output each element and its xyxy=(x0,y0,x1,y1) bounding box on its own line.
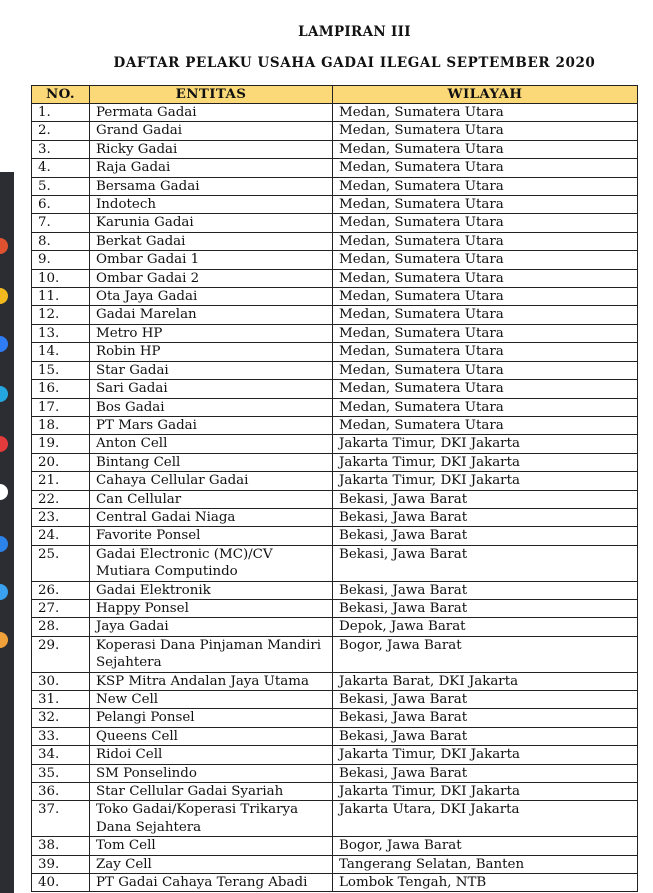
table-row xyxy=(32,453,638,471)
app-icon[interactable] xyxy=(0,386,8,402)
row-number: 18. xyxy=(32,416,90,434)
region: Bekasi, Jawa Barat xyxy=(333,691,638,709)
region: Bekasi, Jawa Barat xyxy=(333,527,638,545)
table-row xyxy=(32,527,638,545)
region: Tangerang Selatan, Banten xyxy=(333,855,638,873)
row-number: 12. xyxy=(32,306,90,324)
region: Jakarta Timur, DKI Jakarta xyxy=(333,746,638,764)
table-row xyxy=(32,508,638,526)
entity-name: KSP Mitra Andalan Jaya Utama xyxy=(90,672,333,690)
table-row xyxy=(32,727,638,745)
table-row xyxy=(32,764,638,782)
row-number: 26. xyxy=(32,581,90,599)
row-number: 33. xyxy=(32,727,90,745)
row-number: 8. xyxy=(32,232,90,250)
region: Bekasi, Jawa Barat xyxy=(333,727,638,745)
region: Bogor, Jawa Barat xyxy=(333,636,638,672)
entity-name: Tom Cell xyxy=(90,837,333,855)
region: Bekasi, Jawa Barat xyxy=(333,490,638,508)
region: Medan, Sumatera Utara xyxy=(333,251,638,269)
table-row xyxy=(32,472,638,490)
entity-name: Berkat Gadai xyxy=(90,232,333,250)
table-row xyxy=(32,196,638,214)
region: Bekasi, Jawa Barat xyxy=(333,508,638,526)
table-row xyxy=(32,361,638,379)
table-row xyxy=(32,618,638,636)
table-header-row xyxy=(32,86,638,104)
table-row xyxy=(32,490,638,508)
table-row xyxy=(32,837,638,855)
row-number: 7. xyxy=(32,214,90,232)
entity-name: Bos Gadai xyxy=(90,398,333,416)
row-number: 15. xyxy=(32,361,90,379)
table-row xyxy=(32,435,638,453)
region: Depok, Jawa Barat xyxy=(333,618,638,636)
entity-name: Pelangi Ponsel xyxy=(90,709,333,727)
table-row xyxy=(32,232,638,250)
table-row xyxy=(32,398,638,416)
header-entity: ENTITAS xyxy=(90,86,333,104)
header-region: WILAYAH xyxy=(333,86,638,104)
region: Medan, Sumatera Utara xyxy=(333,269,638,287)
entity-name: Ota Jaya Gadai xyxy=(90,288,333,306)
row-number: 1. xyxy=(32,104,90,122)
region: Lombok Tengah, NTB xyxy=(333,874,638,892)
region: Jakarta Timur, DKI Jakarta xyxy=(333,435,638,453)
entity-name: Zay Cell xyxy=(90,855,333,873)
table-row xyxy=(32,709,638,727)
app-icon[interactable] xyxy=(0,536,8,552)
entity-name: Raja Gadai xyxy=(90,159,333,177)
entity-name: Anton Cell xyxy=(90,435,333,453)
row-number: 3. xyxy=(32,140,90,158)
entity-name: Indotech xyxy=(90,196,333,214)
entity-name: PT Mars Gadai xyxy=(90,416,333,434)
region: Bekasi, Jawa Barat xyxy=(333,764,638,782)
entity-name: PT Gadai Cahaya Terang Abadi xyxy=(90,874,333,892)
table-row xyxy=(32,636,638,672)
entity-name: New Cell xyxy=(90,691,333,709)
row-number: 16. xyxy=(32,380,90,398)
app-icon[interactable] xyxy=(0,436,8,452)
row-number: 29. xyxy=(32,636,90,672)
table-row xyxy=(32,599,638,617)
entity-name: Gadai Elektronik xyxy=(90,581,333,599)
illegal-pawn-table xyxy=(31,85,638,892)
table-row xyxy=(32,416,638,434)
entity-name: Happy Ponsel xyxy=(90,599,333,617)
table-row xyxy=(32,177,638,195)
app-icon[interactable] xyxy=(0,336,8,352)
region: Medan, Sumatera Utara xyxy=(333,398,638,416)
row-number: 34. xyxy=(32,746,90,764)
region: Medan, Sumatera Utara xyxy=(333,214,638,232)
row-number: 23. xyxy=(32,508,90,526)
region: Medan, Sumatera Utara xyxy=(333,380,638,398)
entity-name: Karunia Gadai xyxy=(90,214,333,232)
table-row xyxy=(32,691,638,709)
table-row xyxy=(32,269,638,287)
app-icon[interactable] xyxy=(0,484,8,500)
region: Jakarta Barat, DKI Jakarta xyxy=(333,672,638,690)
region: Medan, Sumatera Utara xyxy=(333,196,638,214)
row-number: 17. xyxy=(32,398,90,416)
table-row xyxy=(32,581,638,599)
row-number: 38. xyxy=(32,837,90,855)
table-row xyxy=(32,288,638,306)
row-number: 20. xyxy=(32,453,90,471)
entity-name: Ombar Gadai 1 xyxy=(90,251,333,269)
entity-name: Queens Cell xyxy=(90,727,333,745)
entity-name: Toko Gadai/Koperasi Trikarya Dana Sejahtera xyxy=(90,801,333,837)
region: Medan, Sumatera Utara xyxy=(333,177,638,195)
entity-name: Can Cellular xyxy=(90,490,333,508)
row-number: 22. xyxy=(32,490,90,508)
region: Medan, Sumatera Utara xyxy=(333,288,638,306)
row-number: 40. xyxy=(32,874,90,892)
table-row xyxy=(32,251,638,269)
region: Medan, Sumatera Utara xyxy=(333,306,638,324)
row-number: 21. xyxy=(32,472,90,490)
entity-name: Sari Gadai xyxy=(90,380,333,398)
table-row xyxy=(32,672,638,690)
row-number: 19. xyxy=(32,435,90,453)
row-number: 39. xyxy=(32,855,90,873)
region: Bekasi, Jawa Barat xyxy=(333,581,638,599)
table-row xyxy=(32,122,638,140)
table-body xyxy=(32,104,638,892)
table-row xyxy=(32,801,638,837)
entity-name: Star Gadai xyxy=(90,361,333,379)
entity-name: Ricky Gadai xyxy=(90,140,333,158)
row-number: 30. xyxy=(32,672,90,690)
entity-name: Metro HP xyxy=(90,324,333,342)
attachment-title: LAMPIRAN III xyxy=(298,24,411,40)
region: Medan, Sumatera Utara xyxy=(333,122,638,140)
entity-name: Permata Gadai xyxy=(90,104,333,122)
region: Jakarta Timur, DKI Jakarta xyxy=(333,472,638,490)
header-no: NO. xyxy=(32,86,90,104)
table-row xyxy=(32,306,638,324)
region: Medan, Sumatera Utara xyxy=(333,232,638,250)
entity-name: Cahaya Cellular Gadai xyxy=(90,472,333,490)
entity-name: Koperasi Dana Pinjaman Mandiri Sejahtera xyxy=(90,636,333,672)
entity-name: Grand Gadai xyxy=(90,122,333,140)
app-icon[interactable] xyxy=(0,238,8,254)
row-number: 24. xyxy=(32,527,90,545)
entity-name: Favorite Ponsel xyxy=(90,527,333,545)
list-title: DAFTAR PELAKU USAHA GADAI ILEGAL SEPTEMBER 2020 xyxy=(113,55,596,71)
row-number: 10. xyxy=(32,269,90,287)
entity-name: Star Cellular Gadai Syariah xyxy=(90,783,333,801)
region: Medan, Sumatera Utara xyxy=(333,324,638,342)
region: Bekasi, Jawa Barat xyxy=(333,545,638,581)
app-icon[interactable] xyxy=(0,584,8,600)
table-row xyxy=(32,140,638,158)
row-number: 5. xyxy=(32,177,90,195)
row-number: 13. xyxy=(32,324,90,342)
entity-name: Ombar Gadai 2 xyxy=(90,269,333,287)
table-row xyxy=(32,324,638,342)
entity-name: Ridoi Cell xyxy=(90,746,333,764)
entity-name: Jaya Gadai xyxy=(90,618,333,636)
row-number: 4. xyxy=(32,159,90,177)
app-icon[interactable] xyxy=(0,632,8,648)
row-number: 2. xyxy=(32,122,90,140)
entity-name: Gadai Electronic (MC)/CV Mutiara Computindo xyxy=(90,545,333,581)
app-icon[interactable] xyxy=(0,288,8,304)
table-row xyxy=(32,545,638,581)
row-number: 6. xyxy=(32,196,90,214)
region: Bekasi, Jawa Barat xyxy=(333,709,638,727)
table-row xyxy=(32,343,638,361)
region: Medan, Sumatera Utara xyxy=(333,343,638,361)
row-number: 28. xyxy=(32,618,90,636)
region: Medan, Sumatera Utara xyxy=(333,416,638,434)
table-row xyxy=(32,380,638,398)
table-row xyxy=(32,159,638,177)
row-number: 11. xyxy=(32,288,90,306)
row-number: 37. xyxy=(32,801,90,837)
row-number: 35. xyxy=(32,764,90,782)
table-row xyxy=(32,783,638,801)
row-number: 31. xyxy=(32,691,90,709)
left-dock-strip xyxy=(0,0,14,893)
entity-name: Robin HP xyxy=(90,343,333,361)
region: Bekasi, Jawa Barat xyxy=(333,599,638,617)
entity-name: Bersama Gadai xyxy=(90,177,333,195)
table-row xyxy=(32,874,638,892)
row-number: 32. xyxy=(32,709,90,727)
region: Medan, Sumatera Utara xyxy=(333,361,638,379)
region: Jakarta Timur, DKI Jakarta xyxy=(333,783,638,801)
region: Medan, Sumatera Utara xyxy=(333,104,638,122)
entity-name: SM Ponselindo xyxy=(90,764,333,782)
table-row xyxy=(32,855,638,873)
region: Jakarta Utara, DKI Jakarta xyxy=(333,801,638,837)
entity-name: Bintang Cell xyxy=(90,453,333,471)
row-number: 9. xyxy=(32,251,90,269)
region: Jakarta Timur, DKI Jakarta xyxy=(333,453,638,471)
row-number: 36. xyxy=(32,783,90,801)
region: Medan, Sumatera Utara xyxy=(333,159,638,177)
table-row xyxy=(32,746,638,764)
region: Medan, Sumatera Utara xyxy=(333,140,638,158)
row-number: 14. xyxy=(32,343,90,361)
entity-name: Gadai Marelan xyxy=(90,306,333,324)
table-row xyxy=(32,104,638,122)
dock-strip-top xyxy=(0,0,14,172)
table-row xyxy=(32,214,638,232)
row-number: 25. xyxy=(32,545,90,581)
entity-name: Central Gadai Niaga xyxy=(90,508,333,526)
row-number: 27. xyxy=(32,599,90,617)
region: Bogor, Jawa Barat xyxy=(333,837,638,855)
